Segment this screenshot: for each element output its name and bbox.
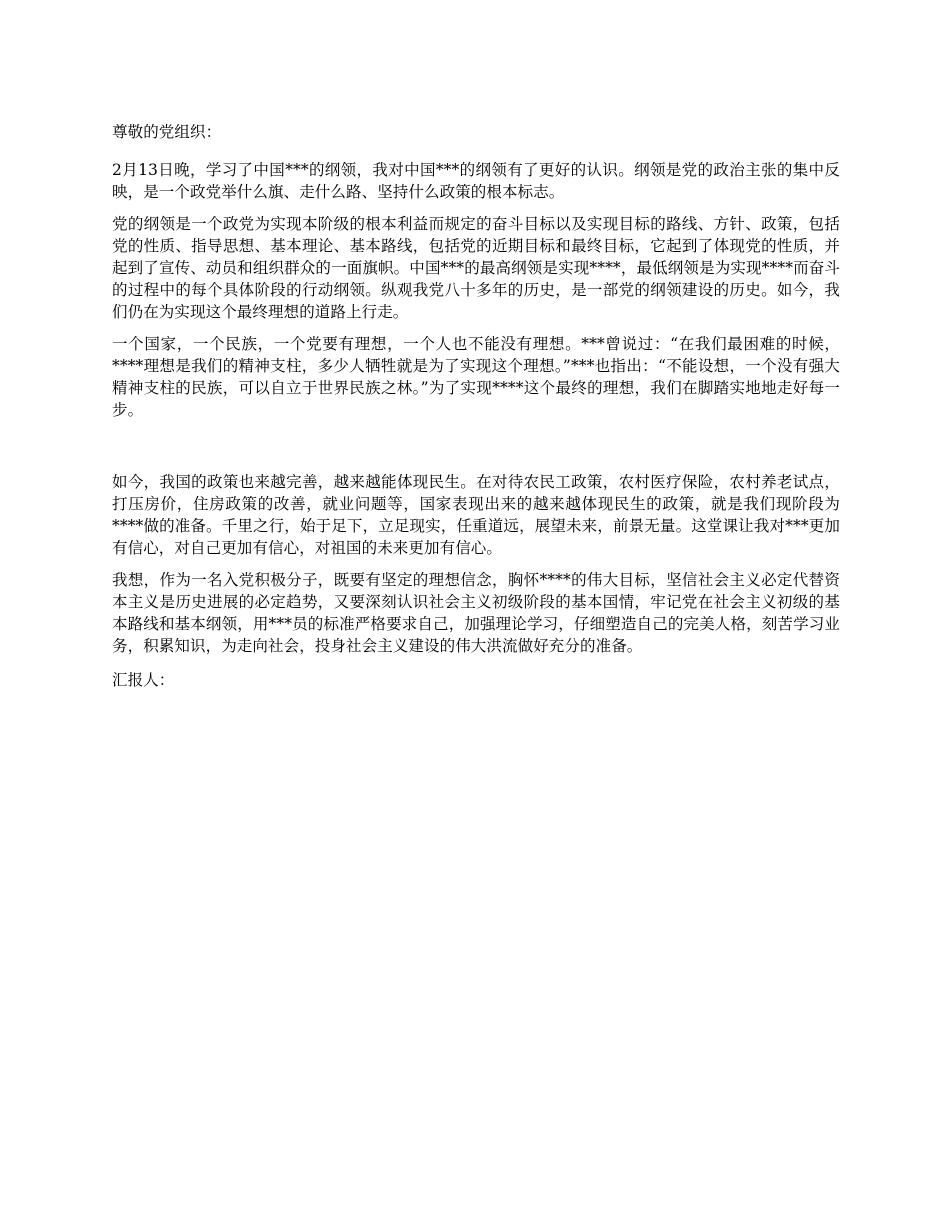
salutation: 尊敬的党组织：: [112, 123, 222, 141]
blank-spacer: [112, 431, 840, 471]
paragraph-resolution: 我想，作为一名入党积极分子，既要有坚定的理想信念，胸怀****的伟大目标，坚信社会主义必定代替资本主义是历史进展的必定趋势，又要深刻认识社会主义初级阶段的基本国情，牢记党在社会主义初级的基本路线和基本纲领，用***员的标准严格要求自己，加强理论学习，仔细塑造自己的完美人格，刻苦学习业务，积累知识，为走向社会，投身社会主义建设的伟大洪流做好充分的准备。: [112, 571, 840, 655]
signature-label: 汇报人：: [112, 671, 175, 689]
paragraph-program-definition: 党的纲领是一个政党为实现本阶级的根本利益而规定的奋斗目标以及实现目标的路线、方针、政策，包括党的性质、指导思想、基本理论、基本路线，包括党的近期目标和最终目标，它起到了体现党的性质，并起到了宣传、动员和组织群众的一面旗帜。中国***的最高纲领是实现****，最低纲领是为实现****而奋斗的过程中的每个具体阶段的行动纲领。纵观我党八十多年的历史，是一部党的纲领建设的历史。如今，我们仍在为实现这个最终理想的道路上行走。: [112, 215, 840, 321]
paragraph-intro: 2月13日晚，学习了中国***的纲领，我对中国***的纲领有了更好的认识。纲领是党的政治主张的集中反映，是一个政党举什么旗、走什么路、坚持什么政策的根本标志。: [112, 161, 840, 201]
document-page: [112, 121, 840, 701]
paragraph-ideals: 一个国家，一个民族，一个党要有理想，一个人也不能没有理想。***曾说过：“在我们最困难的时候，****理想是我们的精神支柱，多少人牺牲就是为了实现这个理想。”***也指出：“不能设想，一个没有强大精神支柱的民族，可以自立于世界民族之林。”为了实现****这个最终的理想，我们在脚踏实地地走好每一步。: [112, 335, 840, 419]
paragraph-policies: 如今，我国的政策也来越完善，越来越能体现民生。在对待农民工政策，农村医疗保险，农村养老试点，打压房价，住房政策的改善，就业问题等，国家表现出来的越来越体现民生的政策，就是我们现阶段为****做的准备。千里之行，始于足下，立足现实，任重道远，展望未来，前景无量。这堂课让我对***更加有信心，对自己更加有信心，对祖国的未来更加有信心。: [112, 473, 840, 557]
